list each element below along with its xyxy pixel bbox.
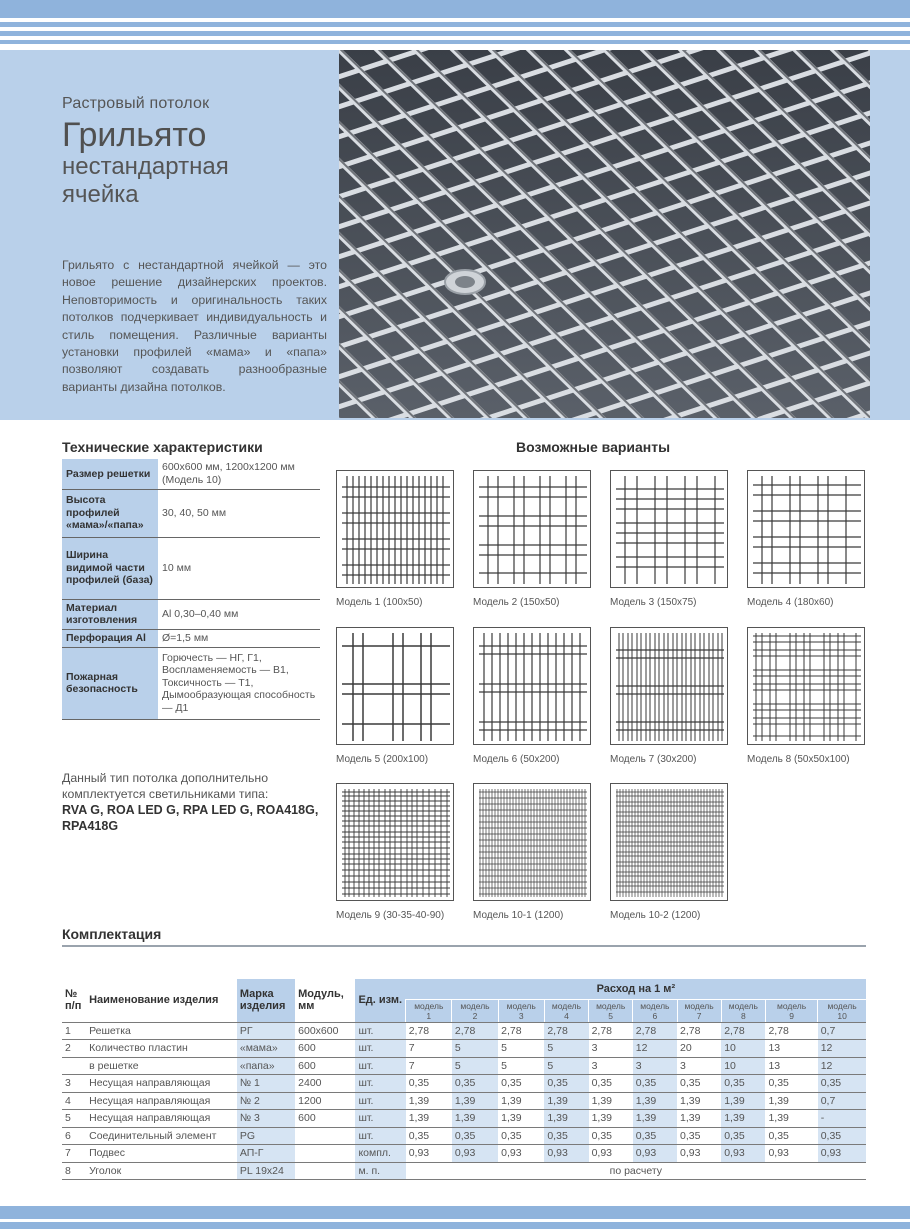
cell-rate: 1,39	[452, 1110, 498, 1128]
cell-num: 4	[62, 1092, 86, 1110]
hero-text	[62, 95, 327, 396]
cell-rate: 12	[818, 1040, 866, 1058]
variant-pattern	[337, 471, 455, 589]
variant-pattern	[611, 628, 729, 746]
cell-rate: 1,39	[633, 1110, 677, 1128]
cell-rate: 0,35	[544, 1127, 588, 1145]
hero-title-line2: нестандартная	[62, 153, 229, 180]
top-stripe-2	[0, 22, 910, 27]
cell-rate: -	[818, 1110, 866, 1128]
cell-rate: 3	[633, 1057, 677, 1075]
table-row	[62, 1075, 866, 1093]
col-model: модель 10	[818, 999, 866, 1022]
bottom-stripe-2	[0, 1222, 910, 1229]
specs-table	[62, 459, 320, 720]
lamps-note	[62, 770, 320, 834]
col-model: модель 1	[406, 999, 452, 1022]
variant-model	[610, 470, 730, 608]
cell-merged: по расчету	[406, 1162, 866, 1180]
cell-module: 1200	[295, 1092, 355, 1110]
table-row	[62, 1040, 866, 1058]
cell-module	[295, 1127, 355, 1145]
variant-model	[336, 470, 456, 608]
cell-name: Соединительный элемент	[86, 1127, 237, 1145]
spec-row	[62, 489, 320, 537]
col-mark: Марка изделия	[237, 979, 295, 1022]
cell-rate: 0,35	[721, 1075, 765, 1093]
cell-rate: 12	[633, 1040, 677, 1058]
spec-key: Ширина видимой части профилей (база)	[62, 537, 158, 599]
cell-rate: 0,35	[589, 1127, 633, 1145]
col-rate: Расход на 1 м²	[406, 979, 866, 999]
cell-rate: 0,93	[633, 1145, 677, 1163]
cell-rate: 0,7	[818, 1092, 866, 1110]
cell-rate: 5	[498, 1057, 544, 1075]
col-model: модель 5	[589, 999, 633, 1022]
col-unit: Ед. изм.	[355, 979, 405, 1022]
cell-rate: 1,39	[406, 1092, 452, 1110]
variant-model	[473, 470, 593, 608]
spec-key: Перфорация Al	[62, 629, 158, 647]
cell-rate: 0,35	[498, 1127, 544, 1145]
cell-rate: 0,35	[818, 1075, 866, 1093]
variant-pattern-box	[747, 627, 865, 745]
cell-rate: 1,39	[633, 1092, 677, 1110]
variant-pattern-box	[473, 470, 591, 588]
cell-name: в решетке	[86, 1057, 237, 1075]
cell-rate: 5	[452, 1057, 498, 1075]
col-name: Наименование изделия	[86, 979, 237, 1022]
cell-rate: 7	[406, 1040, 452, 1058]
cell-rate: 0,35	[677, 1127, 721, 1145]
table-row	[62, 1110, 866, 1128]
cell-name: Решетка	[86, 1022, 237, 1040]
spec-value: 30, 40, 50 мм	[158, 489, 320, 537]
cell-rate: 1,39	[498, 1110, 544, 1128]
hero-title: Грильято	[62, 116, 207, 154]
cell-rate: 2,78	[765, 1022, 817, 1040]
cell-rate: 1,39	[677, 1092, 721, 1110]
variant-model	[473, 783, 593, 921]
cell-rate: 0,35	[721, 1127, 765, 1145]
cell-rate: 5	[544, 1040, 588, 1058]
ceiling-photo	[339, 50, 870, 418]
cell-num: 1	[62, 1022, 86, 1040]
col-model: модель 9	[765, 999, 817, 1022]
cell-unit: шт.	[355, 1057, 405, 1075]
cell-rate: 0,35	[765, 1127, 817, 1145]
cell-rate: 7	[406, 1057, 452, 1075]
variant-pattern-box	[473, 783, 591, 901]
cell-mark: АП-Г	[237, 1145, 295, 1163]
cell-name: Несущая направляющая	[86, 1092, 237, 1110]
cell-rate: 0,93	[721, 1145, 765, 1163]
cell-num: 7	[62, 1145, 86, 1163]
cell-name: Уголок	[86, 1162, 237, 1180]
table-row	[62, 1057, 866, 1075]
cell-unit: шт.	[355, 1075, 405, 1093]
hero-subtitle: Растровый потолок	[62, 95, 210, 112]
lamps-text: Данный тип потолка дополнительно комплектуется светильниками типа:	[62, 771, 269, 801]
variant-caption: Модель 6 (50x200)	[473, 754, 560, 765]
cell-rate: 0,35	[677, 1075, 721, 1093]
spec-value: Al 0,30–0,40 мм	[158, 599, 320, 629]
cell-num: 2	[62, 1040, 86, 1058]
cell-rate: 1,39	[721, 1110, 765, 1128]
spec-key: Высота профилей «мама»/«папа»	[62, 489, 158, 537]
spec-row	[62, 459, 320, 489]
cell-rate: 12	[818, 1057, 866, 1075]
variants-title: Возможные варианты	[516, 439, 671, 455]
spec-key: Пожарная безопасность	[62, 647, 158, 719]
cell-mark: № 3	[237, 1110, 295, 1128]
col-model: модель 2	[452, 999, 498, 1022]
variant-pattern	[337, 628, 455, 746]
cell-rate: 0,93	[589, 1145, 633, 1163]
cell-rate: 2,78	[589, 1022, 633, 1040]
cell-rate: 13	[765, 1057, 817, 1075]
variant-pattern	[474, 628, 592, 746]
col-model: модель 7	[677, 999, 721, 1022]
komplekt-title: Комплектация	[62, 926, 162, 942]
cell-mark: «папа»	[237, 1057, 295, 1075]
variant-caption: Модель 4 (180x60)	[747, 597, 834, 608]
cell-rate: 0,93	[677, 1145, 721, 1163]
cell-rate: 1,39	[544, 1110, 588, 1128]
cell-rate: 2,78	[498, 1022, 544, 1040]
variant-caption: Модель 10-1 (1200)	[473, 910, 564, 921]
cell-rate: 3	[589, 1040, 633, 1058]
cell-num: 6	[62, 1127, 86, 1145]
spec-value: 10 мм	[158, 537, 320, 599]
cell-rate: 0,93	[498, 1145, 544, 1163]
spec-key: Материал изготовления	[62, 599, 158, 629]
cell-rate: 5	[498, 1040, 544, 1058]
cell-module	[295, 1145, 355, 1163]
cell-rate: 1,39	[765, 1092, 817, 1110]
variant-pattern-box	[336, 470, 454, 588]
cell-rate: 1,39	[452, 1092, 498, 1110]
cell-rate: 2,78	[721, 1022, 765, 1040]
spec-value: Горючесть — НГ, Г1, Воспламеняемость — В1, Токсичность — Т1, Дымообразующая способность — Д1	[158, 647, 320, 719]
cell-num: 5	[62, 1110, 86, 1128]
cell-name: Количество пластин	[86, 1040, 237, 1058]
spec-key: Размер решетки	[62, 459, 158, 489]
variant-pattern	[474, 471, 592, 589]
variant-caption: Модель 3 (150x75)	[610, 597, 697, 608]
top-stripe-1	[0, 0, 910, 18]
variant-model	[747, 627, 867, 765]
cell-name: Несущая направляющая	[86, 1110, 237, 1128]
variant-caption: Модель 5 (200x100)	[336, 754, 429, 765]
cell-rate: 5	[452, 1040, 498, 1058]
variant-caption: Модель 7 (30x200)	[610, 754, 697, 765]
cell-rate: 1,39	[721, 1092, 765, 1110]
cell-rate: 20	[677, 1040, 721, 1058]
col-model: модель 6	[633, 999, 677, 1022]
cell-rate: 0,93	[406, 1145, 452, 1163]
cell-rate: 2,78	[544, 1022, 588, 1040]
table-row	[62, 1022, 866, 1040]
col-model: модель 4	[544, 999, 588, 1022]
cell-rate: 13	[765, 1040, 817, 1058]
cell-rate: 1,39	[406, 1110, 452, 1128]
cell-num: 8	[62, 1162, 86, 1180]
cell-rate: 0,35	[406, 1127, 452, 1145]
cell-rate: 2,78	[452, 1022, 498, 1040]
cell-mark: PL 19x24	[237, 1162, 295, 1180]
cell-module: 600	[295, 1040, 355, 1058]
cell-rate: 2,78	[677, 1022, 721, 1040]
spec-row	[62, 537, 320, 599]
cell-rate: 1,39	[498, 1092, 544, 1110]
hero-title-line3: ячейка	[62, 181, 139, 208]
cell-num: 3	[62, 1075, 86, 1093]
cell-rate: 0,35	[406, 1075, 452, 1093]
cell-rate: 0,35	[498, 1075, 544, 1093]
table-row	[62, 1145, 866, 1163]
komplekt-table	[62, 979, 866, 1180]
spec-row	[62, 599, 320, 629]
cell-rate: 0,35	[544, 1075, 588, 1093]
cell-rate: 0,93	[452, 1145, 498, 1163]
variant-pattern	[337, 784, 455, 902]
cell-name: Подвес	[86, 1145, 237, 1163]
table-row	[62, 1127, 866, 1145]
col-model: модель 8	[721, 999, 765, 1022]
cell-rate: 0,35	[765, 1075, 817, 1093]
variant-caption: Модель 1 (100x50)	[336, 597, 423, 608]
cell-unit: шт.	[355, 1127, 405, 1145]
specs-title: Технические характеристики	[62, 439, 263, 455]
variant-pattern-box	[473, 627, 591, 745]
variant-pattern-box	[336, 627, 454, 745]
cell-unit: компл.	[355, 1145, 405, 1163]
cell-rate: 1,39	[765, 1110, 817, 1128]
cell-unit: шт.	[355, 1040, 405, 1058]
col-model: модель 3	[498, 999, 544, 1022]
variant-pattern	[611, 784, 729, 902]
lamps-models: RVA G, ROA LED G, RPA LED G, ROA418G, RPA418G	[62, 803, 319, 833]
variant-model	[336, 783, 456, 921]
variant-pattern	[611, 471, 729, 589]
cell-rate: 10	[721, 1040, 765, 1058]
cell-mark: «мама»	[237, 1040, 295, 1058]
table-row	[62, 1092, 866, 1110]
cell-rate: 0,35	[633, 1127, 677, 1145]
variant-model	[747, 470, 867, 608]
cell-rate: 0,35	[818, 1127, 866, 1145]
col-module: Модуль, мм	[295, 979, 355, 1022]
cell-name: Несущая направляющая	[86, 1075, 237, 1093]
variant-pattern	[748, 471, 866, 589]
variant-model	[473, 627, 593, 765]
table-row	[62, 1162, 866, 1180]
cell-rate: 1,39	[544, 1092, 588, 1110]
cell-rate: 1,39	[589, 1092, 633, 1110]
spec-row	[62, 629, 320, 647]
cell-rate: 3	[677, 1057, 721, 1075]
variant-pattern	[474, 784, 592, 902]
variant-caption: Модель 10-2 (1200)	[610, 910, 701, 921]
cell-rate: 0,35	[589, 1075, 633, 1093]
variant-caption: Модель 2 (150x50)	[473, 597, 560, 608]
cell-mark: PG	[237, 1127, 295, 1145]
top-stripe-4	[0, 40, 910, 44]
cell-rate: 0,35	[452, 1075, 498, 1093]
cell-mark: № 1	[237, 1075, 295, 1093]
variant-model	[610, 783, 730, 921]
variant-pattern-box	[610, 470, 728, 588]
variant-caption: Модель 9 (30-35-40-90)	[336, 910, 445, 921]
bottom-stripe-1	[0, 1206, 910, 1219]
variant-caption: Модель 8 (50x50x100)	[747, 754, 850, 765]
col-num: № п/п	[62, 979, 86, 1022]
cell-rate: 0,7	[818, 1022, 866, 1040]
cell-mark: РГ	[237, 1022, 295, 1040]
cell-module: 2400	[295, 1075, 355, 1093]
cell-rate: 3	[589, 1057, 633, 1075]
variant-model	[336, 627, 456, 765]
cell-rate: 0,93	[544, 1145, 588, 1163]
cell-unit: шт.	[355, 1022, 405, 1040]
cell-rate: 0,35	[452, 1127, 498, 1145]
variant-pattern-box	[610, 783, 728, 901]
komplekt-divider	[62, 945, 866, 947]
variant-pattern-box	[747, 470, 865, 588]
cell-module: 600	[295, 1057, 355, 1075]
spec-value: Ø=1,5 мм	[158, 629, 320, 647]
cell-rate: 5	[544, 1057, 588, 1075]
cell-rate: 10	[721, 1057, 765, 1075]
hero-description: Грильято с нестандартной ячейкой — это новое решение дизайнерских проектов. Неповторимость и оригинальность таких потолков подчеркивает индивидуальность и стиль помещения. Различные варианты установки профилей «мама» и «папа» позволяют создавать разнообразные варианты дизайна потолков.	[62, 258, 327, 394]
cell-unit: шт.	[355, 1092, 405, 1110]
variant-pattern-box	[336, 783, 454, 901]
cell-mark: № 2	[237, 1092, 295, 1110]
cell-rate: 0,93	[818, 1145, 866, 1163]
cell-rate: 0,93	[765, 1145, 817, 1163]
cell-num	[62, 1057, 86, 1075]
cell-module: 600x600	[295, 1022, 355, 1040]
variant-pattern	[748, 628, 866, 746]
variant-pattern-box	[610, 627, 728, 745]
cell-rate: 0,35	[633, 1075, 677, 1093]
cell-rate: 2,78	[406, 1022, 452, 1040]
top-stripe-3	[0, 31, 910, 36]
spec-value: 600x600 мм, 1200x1200 мм (Модель 10)	[158, 459, 320, 489]
cell-unit: шт.	[355, 1110, 405, 1128]
cell-module	[295, 1162, 355, 1180]
cell-rate: 1,39	[677, 1110, 721, 1128]
cell-unit: м. п.	[355, 1162, 405, 1180]
spec-row	[62, 647, 320, 719]
variant-model	[610, 627, 730, 765]
grilyato-ceiling-image	[339, 50, 870, 418]
cell-module: 600	[295, 1110, 355, 1128]
cell-rate: 2,78	[633, 1022, 677, 1040]
cell-rate: 1,39	[589, 1110, 633, 1128]
